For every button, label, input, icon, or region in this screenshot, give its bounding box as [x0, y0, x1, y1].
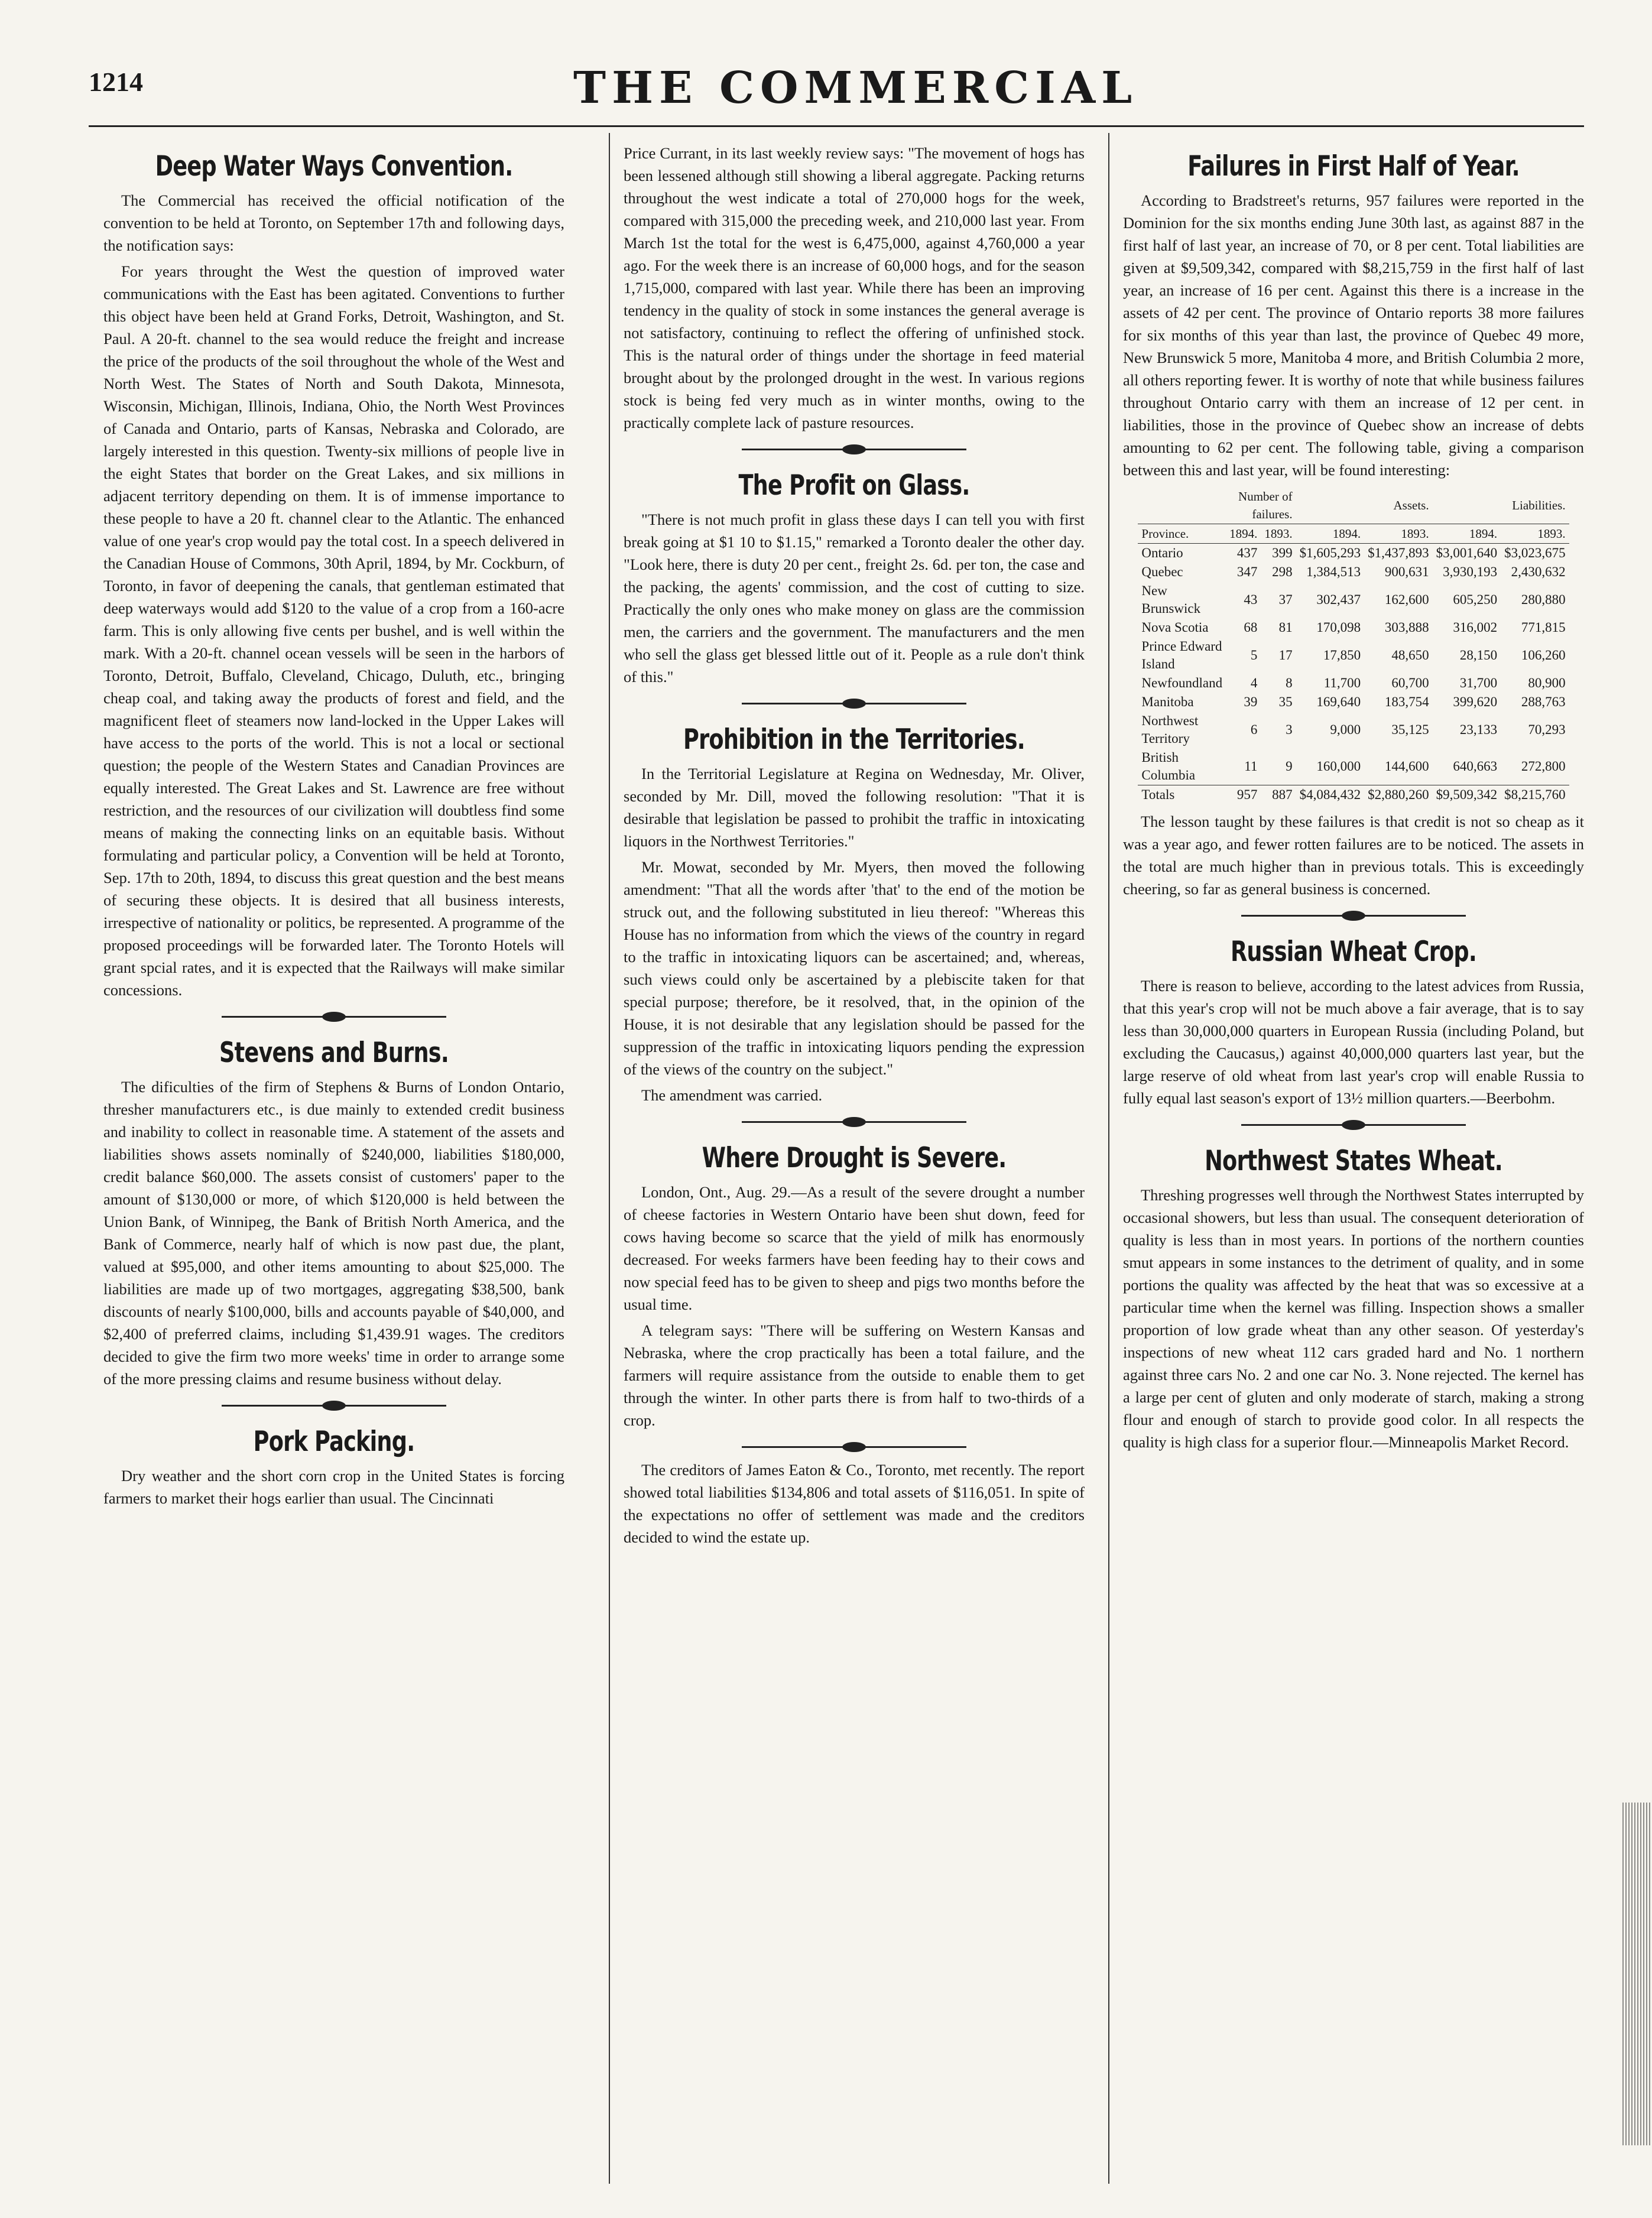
article-paragraph: The dificulties of the firm of Stephens & Burns of London Ontario, thresher manufacturers etc., is due mainly to extended credit business and inability to collect in reasonable time. A statement of the assets and liabilities shows assets nominally of $240,000, liabilities $180,000, credit balance $60,000. The assets consist of customers' paper to the amount of $130,000 or more, of which $120,000 is held between the Union Bank, of Winnipeg, the Bank of British North America, and the Bank of Commerce, nearly half of which is now past due, the plant, valued at $95,000, and other items amounting to about $25,000. The liabilities are made up of two mortgages, aggregating $38,500, bank discounts of nearly $100,000, bills and accounts payable of $40,000, and $2,400 of preferred claims, including $1,439.91 wages. The creditors decided to give the firm two more weeks' time in order to arrange some of the more pressing claims and resume business without delay.: [103, 1078, 564, 1388]
failures-table: [1138, 487, 1569, 804]
article-paragraph: London, Ont., Aug. 29.—As a result of the severe drought a number of cheese factories in Western Ontario have been shut down, feed for cows having become so scarce that the yield of milk has enormously decreased. For weeks farmers have been feeding hay to their cows and now special feed has to be given to sheep and pigs two months before the usual time.: [624, 1183, 1085, 1313]
table-cell-province: Quebec: [1141, 564, 1183, 579]
table-cell: 8: [1286, 676, 1293, 690]
table-header: 1894.: [1296, 524, 1365, 544]
table-cell: 48,650: [1391, 648, 1429, 663]
table-cell: 160,000: [1316, 759, 1361, 774]
table-cell: 280,880: [1521, 592, 1566, 607]
article-paragraph: The amendment was carried.: [641, 1086, 823, 1104]
table-cell-province: Northwest Territory: [1141, 713, 1199, 746]
table-cell: 170,098: [1316, 620, 1361, 635]
table-row: [1138, 563, 1569, 582]
article-paragraph-continued: Price Currant, in its last weekly review says: "The movement of hogs has been lessened although still showing a liberal aggregate. Packing returns throughout the west indicate a total of 270,000 hogs for the week, compared with 315,000 the preceding week, and 210,000 last year. From March 1st the total for the west is 6,475,000, against 4,760,000 a year ago. For the week there is an increase of 60,000 hogs, and for the season 1,715,000, compared with last year. While there has been an improving tendency in the quality of stock in some instances the general average is not satisfactory, continuing to reflect the offering of unfinished stock. This is the natural order of things under the shortage in feed material brought about by the prolonged drought in the west. In various regions stock is being fed very much as in winter months, owing to the practically complete lack of pasture resources.: [624, 144, 1085, 431]
table-cell: 1,384,513: [1306, 564, 1361, 579]
table-cell: 35: [1278, 694, 1293, 709]
table-row: [1138, 785, 1569, 805]
table-row: [1138, 693, 1569, 712]
table-cell: 399: [1272, 545, 1293, 560]
page-header: [89, 63, 1578, 131]
table-cell: 3,930,193: [1443, 564, 1498, 579]
table-cell-province: New Brunswick: [1141, 583, 1201, 616]
table-cell: 80,900: [1528, 676, 1566, 690]
table-cell: 183,754: [1384, 694, 1429, 709]
article-paragraph: According to Bradstreet's returns, 957 failures were reported in the Dominion for the six months ending June 30th last, as against 887 in the first half of last year, an increase of 70, or 8 per cent. Total liabilities are given at $9,509,342, compared with $8,215,759 in the first half of last year, an increase of 16 per cent. Against this there is a increase in the assets of 42 per cent. The province of Ontario reports 38 more failures for six months of this year than last, the province of Quebec 49 more, New Brunswick 5 more, Manitoba 4 more, and British Columbia 2 more, all others reporting fewer. It is worthy of note that while business failures throughout Ontario carry with them an increase of 12 per cent. in liabilities, those in the province of Quebec show an increase of debts amounting to 62 per cent. The following table, giving a comparison between this and last year, will be found interesting:: [1123, 191, 1584, 479]
section-separator: [103, 1005, 564, 1028]
section-separator: [103, 1394, 564, 1417]
article-paragraph: Dry weather and the short corn crop in the United States is forcing farmers to market their hogs earlier than usual. The Cincinnati: [103, 1467, 564, 1507]
table-cell: 37: [1278, 592, 1293, 607]
table-cell: 11: [1244, 759, 1258, 774]
table-cell: 272,800: [1521, 759, 1566, 774]
article-title: Where Drought is Severe.: [702, 1142, 1007, 1174]
article-paragraph: There is reason to believe, according to the latest advices from Russia, that this year's crop will not be much above a fair average, that is to say less than 30,000,000 quarters in European Russia (including Poland, but excluding the Caucasus,) against 40,000,000 quarters last year, but the large reserve of old wheat from last year's crop will enable Russia to fully equal last season's export of 13½ million quarters.—Beerbohm.: [1123, 977, 1584, 1107]
table-row: [1138, 544, 1569, 563]
table-cell: 2,430,632: [1511, 564, 1566, 579]
table-cell: 17: [1278, 648, 1293, 663]
table-header: 1893.: [1501, 524, 1569, 544]
article-title: Deep Water Ways Convention.: [155, 150, 513, 183]
table-header: 1894.: [1226, 524, 1261, 544]
table-cell: 31,700: [1459, 676, 1498, 690]
table-cell: 957: [1226, 785, 1261, 805]
table-cell-province: Manitoba: [1141, 694, 1194, 709]
table-cell: 303,888: [1384, 620, 1429, 635]
table-row: [1138, 674, 1569, 693]
article-paragraph: A telegram says: "There will be suffering on Western Kansas and Nebraska, where the crop practically has been a total failure, and the farmers will require assistance from the outside to enable them to get through the winter. In other parts there is from half to two-thirds of a crop.: [624, 1321, 1085, 1429]
table-cell: 302,437: [1316, 592, 1361, 607]
table-cell-province: Newfoundland: [1141, 676, 1223, 690]
table-cell-province: Prince Edward Island: [1141, 639, 1222, 671]
section-separator: [624, 1110, 1085, 1134]
article-paragraph: The creditors of James Eaton & Co., Toronto, met recently. The report showed total liabilities $134,806 and total assets of $116,051. In spite of the expectations no offer of settlement was made and the creditors decided to wind the estate up.: [624, 1461, 1085, 1546]
table-row: [1138, 637, 1569, 674]
table-cell: 900,631: [1384, 564, 1429, 579]
table-cell: $8,215,760: [1501, 785, 1569, 805]
column-rule: [1108, 133, 1109, 2184]
table-group-header: Assets.: [1296, 487, 1433, 524]
table-header: 1893.: [1261, 524, 1296, 544]
table-cell: 35,125: [1391, 722, 1429, 737]
table-cell: 60,700: [1391, 676, 1429, 690]
table-row: [1138, 748, 1569, 785]
table-cell: 399,620: [1453, 694, 1498, 709]
table-cell: 437: [1236, 545, 1258, 560]
column-3: [1123, 142, 1584, 1457]
table-cell: 288,763: [1521, 694, 1566, 709]
article-paragraph: In the Territorial Legislature at Regina on Wednesday, Mr. Oliver, seconded by Mr. Dill, moved the following resolution: "That it is desirable that legislation be passed to prohibit the traffic in intoxicating liquors in the Northwest Territories.": [624, 765, 1085, 850]
section-separator: [1123, 1113, 1584, 1136]
table-cell: 70,293: [1528, 722, 1566, 737]
article-paragraph: Threshing progresses well through the Northwest States interrupted by occasional showers, but less than usual. The consequent deterioration of quality is less than in most years. In portions of the northern counties smut appears in some instances to the detriment of quality, and in some portions the quality was affected by the heat that was so excessive at a particular time when the kernel was filling. Inspection shows a smaller proportion of low grade wheat than any other season. Of yesterday's inspections of new wheat 112 cars graded hard and No. 1 northern against three cars No. 2 and one car No. 3. None rejected. The kernel has a large per cent of gluten and only moderate of starch, making a strong flour and enough of starch to provide good color. In all respects the quality is high class for a superior flour.—Minneapolis Market Record.: [1123, 1186, 1584, 1451]
article-paragraph: The lesson taught by these failures is that credit is not so cheap as it was a year ago, and fewer rotten failures are to be noticed. The assets in the total are much higher than in previous totals. This is exceedingly cheering, so far as general business is concerned.: [1123, 813, 1584, 898]
table-row: [1138, 618, 1569, 637]
table-header: [1138, 487, 1226, 524]
table-row: [1138, 712, 1569, 748]
table-cell: 162,600: [1384, 592, 1429, 607]
table-cell-province: Ontario: [1141, 545, 1183, 560]
table-cell-province: British Columbia: [1141, 750, 1196, 782]
article-paragraph: The Commercial has received the official notification of the convention to be held at Toronto, on September 17th and following days, the notification says:: [103, 191, 564, 254]
header-rule: [89, 125, 1584, 127]
table-cell: 81: [1278, 620, 1293, 635]
table-cell: 28,150: [1459, 648, 1498, 663]
table-cell: 11,700: [1323, 676, 1361, 690]
table-cell: 43: [1244, 592, 1258, 607]
table-cell: 106,260: [1521, 648, 1566, 663]
table-cell: $4,084,432: [1296, 785, 1365, 805]
table-cell: 68: [1244, 620, 1258, 635]
table-cell: 23,133: [1459, 722, 1498, 737]
article-paragraph: Mr. Mowat, seconded by Mr. Myers, then moved the following amendment: "That all the words after 'that' to the end of the motion be struck out, and the following substituted in lieu thereof: "Whereas this House has no information from which the views of the country in regard to the traffic in intoxicating liquors can be ascertained; and, whereas, such views could only be ascertained by a plebiscite taken for that special purpose; therefore, be it resolved, that, in the opinion of the House, it is not desirable that any legislation should be passed for the suppression of the traffic in intoxicating liquors pending the expression of the views of the country on the subject.": [624, 858, 1085, 1078]
table-cell: 4: [1250, 676, 1258, 690]
table-cell: $1,605,293: [1299, 545, 1361, 560]
table-cell: 17,850: [1323, 648, 1361, 663]
table-cell: 9,000: [1330, 722, 1361, 737]
table-row: [1138, 582, 1569, 618]
table-cell: $3,023,675: [1504, 545, 1566, 560]
article-title: Prohibition in the Territories.: [683, 723, 1025, 756]
table-header: 1894.: [1433, 524, 1501, 544]
table-cell-province: Nova Scotia: [1141, 620, 1209, 635]
table-cell: $2,880,260: [1364, 785, 1433, 805]
section-separator: [624, 437, 1085, 461]
table-cell: 39: [1244, 694, 1258, 709]
table-cell: $3,001,640: [1436, 545, 1498, 560]
article-paragraph: For years throught the West the question of improved water communications with the East has been agitated. Conventions to further this object have been held at Grand Forks, Detroit, Washington, and St. Paul. A 20-ft. channel to the sea would reduce the freight and increase the price of the products of the soil throughout the whole of the West and North West. The States of North and South Dakota, Minnesota, Wisconsin, Michigan, Illinois, Indiana, Ohio, the North West Provinces of Canada and Ontario, parts of Kansas, Nebraska and Colorado, are largely interested in this question. Twenty-six millions of people live in the eight States that border on the Great Lakes, and six millions in adjacent territory depending on them. It is of immense importance to these people to have a 20 ft. channel clear to the Atlantic. The enhanced value of one year's crop would pay the total cost. In a speech delivered in the Canadian House of Commons, 30th April, 1894, by Mr. Cockburn, of Toronto, in favor of deepening the canals, that gentleman estimated that deep waterways would add $120 to the value of a crop from a 160-acre farm. This is only allowing five cents per bushel, and is well within the mark. With a 20-ft. channel ocean vessels will be seen in the harbors of Toronto, Detroit, Buffalo, Cleveland, Chicago, Duluth, etc., bringing cheap coal, and taking away the products of forest and field, and the magnificent fleet of steamers now land-locked in the Upper Lakes will have access to the ports of the world. This is not a local or sectional question; the people of the Western States and Canadian Provinces are equally interested. The Great Lakes and St. Lawrence are free without restriction, and the resources of our civilization will doubtless find some means of making the connecting links on an equitable basis. Without formulating and particular policy, a Convention will be held at Toronto, Sep. 17th to 20th, 1894, to discuss this great question and the best means of securing these objects. It is desired that all business interests, irrespective of nationality or politics, be represented. A programme of the proposed proceedings will be forwarded later. The Toronto Hotels will grant spcial rates, and it is expected that the Railways will make similar concessions.: [103, 262, 564, 999]
table-cell: 169,640: [1316, 694, 1361, 709]
table-group-header: Liabilities.: [1433, 487, 1569, 524]
article-paragraph: "There is not much profit in glass these days I can tell you with first break going at $1 10 to $1.15," remarked a Toronto dealer the other day. "Look here, there is duty 20 per cent., freight 2s. 6d. per ton, the case and the packing, the agents' commission, and the cost of cutting to size. Practically the only ones who make money on glass are the commission men, the carriers and the government. The manufacturers and the men who sell the glass get blessed little out of it. People as a rule don't think of this.": [624, 511, 1085, 686]
article-title: Northwest States Wheat.: [1205, 1145, 1502, 1177]
section-separator: [624, 1435, 1085, 1459]
section-separator: [624, 691, 1085, 715]
scan-edge-noise: [1622, 1803, 1652, 2145]
article-title: Stevens and Burns.: [219, 1037, 449, 1069]
column-rule: [609, 133, 610, 2184]
masthead: THE COMMERCIAL: [573, 63, 1138, 113]
table-cell: 347: [1236, 564, 1258, 579]
article-title: Failures in First Half of Year.: [1187, 150, 1520, 183]
table-cell: 6: [1250, 722, 1258, 737]
table-cell: 9: [1286, 759, 1293, 774]
table-group-header: Number of failures.: [1226, 487, 1296, 524]
table-cell-province: Totals: [1138, 785, 1226, 805]
section-separator: [1123, 904, 1584, 927]
table-cell: 5: [1250, 648, 1258, 663]
table-cell: 316,002: [1453, 620, 1498, 635]
table-cell: 298: [1272, 564, 1293, 579]
table-cell: 3: [1286, 722, 1293, 737]
page-number: 1214: [89, 67, 143, 97]
table-cell: 144,600: [1384, 759, 1429, 774]
article-title: The Profit on Glass.: [738, 469, 970, 502]
table-cell: 887: [1261, 785, 1296, 805]
column-1: [103, 142, 564, 1513]
table-cell: $9,509,342: [1433, 785, 1501, 805]
table-cell: $1,437,893: [1368, 545, 1429, 560]
table-cell: 640,663: [1453, 759, 1498, 774]
article-title: Pork Packing.: [253, 1425, 415, 1458]
article-title: Russian Wheat Crop.: [1230, 936, 1477, 968]
table-cell: 605,250: [1453, 592, 1498, 607]
table-header: Province.: [1138, 524, 1226, 544]
table-cell: 771,815: [1521, 620, 1566, 635]
column-2: [624, 142, 1085, 1552]
table-header: 1893.: [1364, 524, 1433, 544]
